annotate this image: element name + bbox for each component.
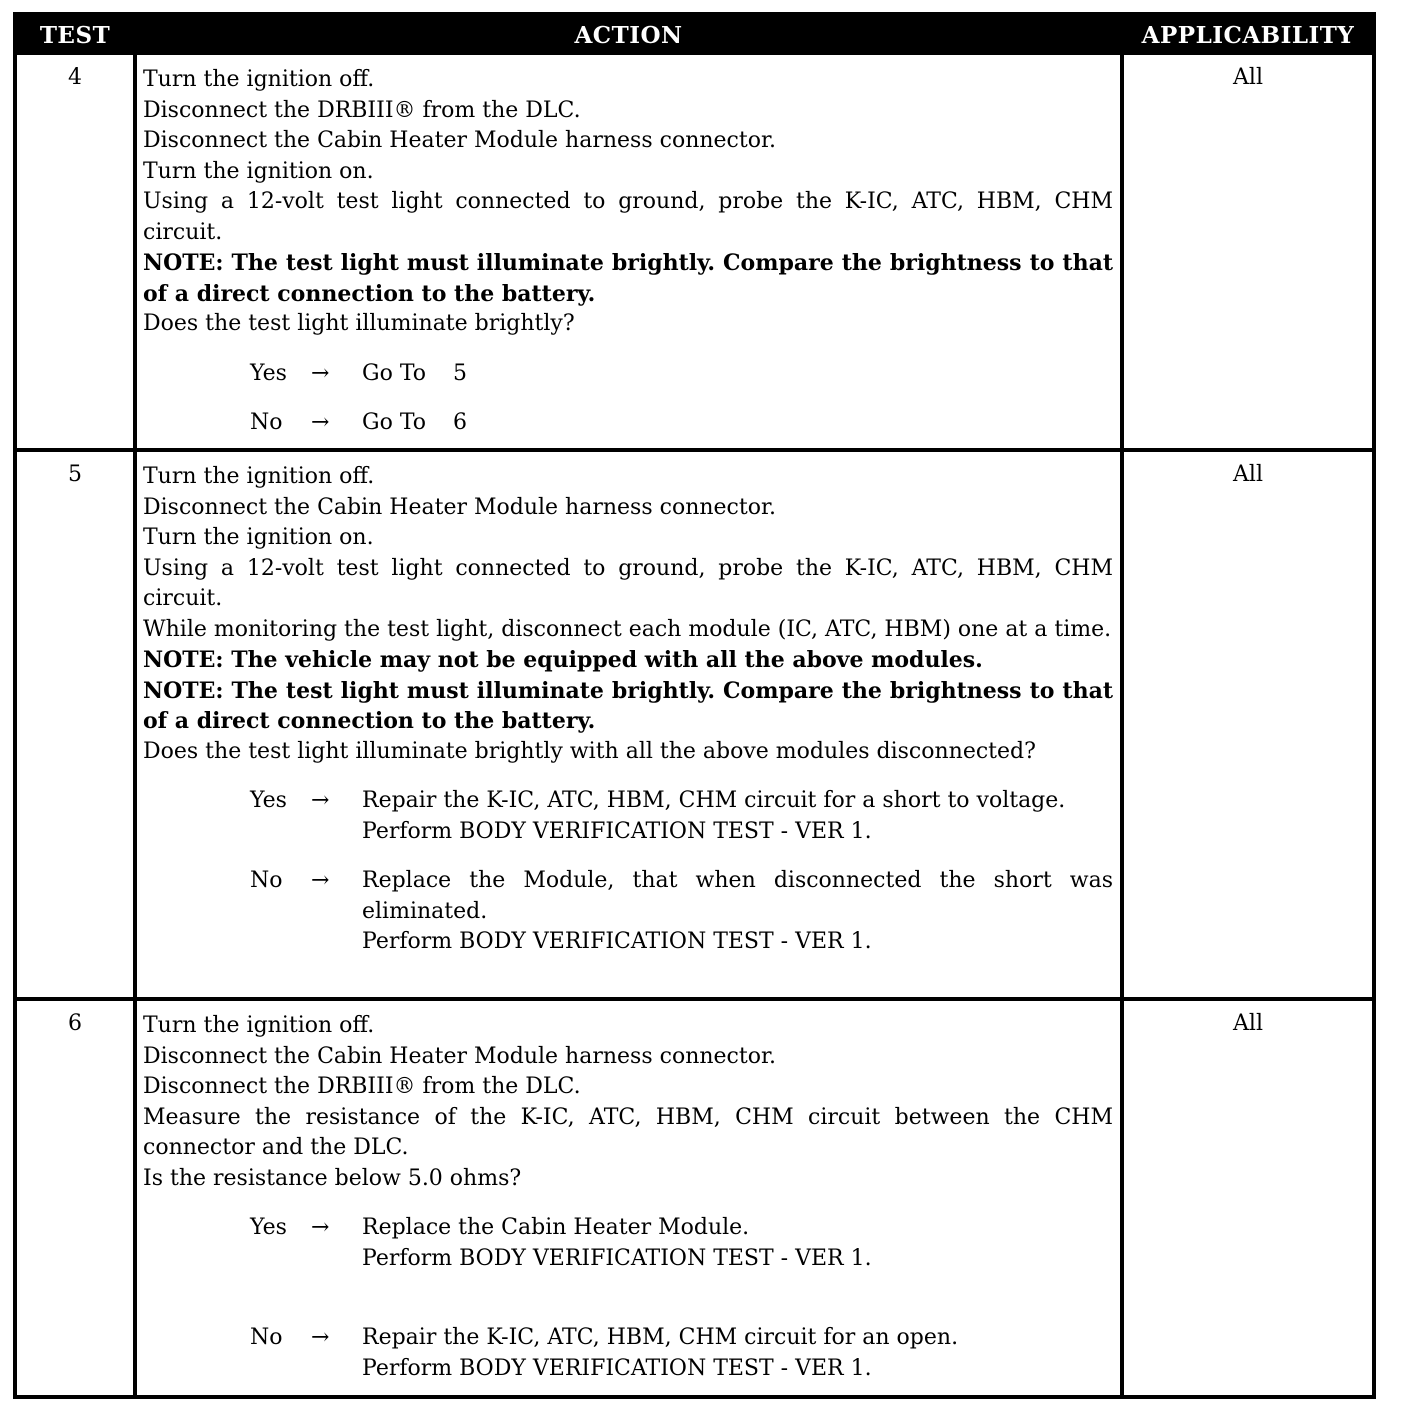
goto-text: Go To [362, 410, 427, 435]
result-text: Replace the Cabin Heater Module. [362, 1215, 750, 1240]
test-number: 6 [68, 1011, 82, 1036]
no-branch [143, 866, 1113, 958]
result-text: Perform BODY VERIFICATION TEST - VER 1. [362, 818, 872, 844]
no-label: No [250, 868, 283, 893]
goto-step: 5 [453, 360, 468, 386]
step-text: Turn the ignition off. [143, 1013, 375, 1038]
branch-result [362, 866, 1113, 958]
result-text: Perform BODY VERIFICATION TEST - VER 1. [362, 1355, 872, 1381]
no-label: No [250, 410, 283, 435]
arrow-right-icon: → [311, 868, 330, 893]
question-text: Does the test light illuminate brightly with all the above modules disconnected? [143, 738, 1036, 764]
yes-branch [143, 786, 1113, 847]
table-row [17, 452, 1372, 997]
test-number: 5 [68, 462, 82, 487]
header-test: TEST [39, 22, 111, 49]
step-text: Turn the ignition off. [143, 67, 375, 92]
result-text: Repair the K-IC, ATC, HBM, CHM circuit for a short to voltage. [362, 788, 1066, 813]
branch-result [362, 408, 1113, 439]
no-branch [143, 408, 1113, 439]
no-label: No [250, 1325, 283, 1350]
branch-result [362, 786, 1113, 847]
result-text: Replace the Module, that when disconnected the short was eliminated. [362, 868, 1113, 924]
branch-result [362, 359, 1113, 390]
goto-step: 6 [453, 410, 468, 435]
goto-text: Go To [362, 360, 427, 386]
note-text: NOTE: The test light must illuminate brightly. Compare the brightness to that of a direct connection to the battery. [143, 250, 1113, 307]
action-cell [143, 65, 1113, 439]
note-text: NOTE: The test light must illuminate brightly. Compare the brightness to that of a direct connection to the battery. [143, 677, 1113, 734]
step-text: Disconnect the Cabin Heater Module harness connector. [143, 1043, 777, 1069]
arrow-right-icon: → [311, 410, 330, 435]
step-text: Using a 12-volt test light connected to ground, probe the K-IC, ATC, HBM, CHM circuit. [143, 189, 1113, 245]
step-text: Disconnect the Cabin Heater Module harness connector. [143, 494, 777, 520]
step-text: Disconnect the DRBIII® from the DLC. [143, 97, 581, 123]
yes-label: Yes [250, 1215, 287, 1240]
no-branch [143, 1323, 1113, 1384]
question-text: Is the resistance below 5.0 ohms? [143, 1165, 522, 1191]
yes-label: Yes [250, 360, 287, 386]
applicability-value: All [1233, 462, 1263, 487]
note-text: NOTE: The vehicle may not be equipped with all the above modules. [143, 647, 983, 673]
branch-result [362, 1323, 1113, 1384]
result-text: Perform BODY VERIFICATION TEST - VER 1. [362, 929, 872, 954]
applicability-value: All [1233, 1011, 1263, 1036]
arrow-right-icon: → [311, 360, 330, 386]
yes-branch [143, 1213, 1113, 1274]
step-text: Turn the ignition on. [143, 158, 374, 184]
step-text: Turn the ignition on. [143, 525, 374, 550]
applicability-value: All [1233, 65, 1263, 90]
step-text: Disconnect the DRBIII® from the DLC. [143, 1074, 581, 1099]
action-cell [143, 1011, 1113, 1384]
test-number: 4 [68, 65, 82, 90]
header-applicability: APPLICABILITY [1141, 22, 1355, 49]
step-text: Turn the ignition off. [143, 464, 375, 489]
arrow-right-icon: → [311, 788, 330, 813]
header-action: ACTION [574, 22, 683, 49]
question-text: Does the test light illuminate brightly? [143, 311, 575, 336]
arrow-right-icon: → [311, 1325, 330, 1350]
result-text: Repair the K-IC, ATC, HBM, CHM circuit for an open. [362, 1325, 959, 1350]
table-header [17, 16, 1372, 55]
result-text: Perform BODY VERIFICATION TEST - VER 1. [362, 1245, 872, 1271]
branch-result [362, 1213, 1113, 1274]
diagnostic-test-table [13, 12, 1376, 1399]
step-text: Using a 12-volt test light connected to ground, probe the K-IC, ATC, HBM, CHM circuit. [143, 555, 1113, 611]
step-text: Disconnect the Cabin Heater Module harness connector. [143, 128, 777, 153]
action-cell [143, 462, 1113, 958]
table-row [17, 55, 1372, 448]
yes-branch [143, 359, 1113, 390]
table-row [17, 1001, 1372, 1395]
arrow-right-icon: → [311, 1215, 330, 1240]
step-text: While monitoring the test light, disconnect each module (IC, ATC, HBM) one at a time. [143, 616, 1112, 642]
step-text: Measure the resistance of the K-IC, ATC, HBM, CHM circuit between the CHM connector and the DLC. [143, 1104, 1113, 1160]
yes-label: Yes [250, 788, 287, 813]
